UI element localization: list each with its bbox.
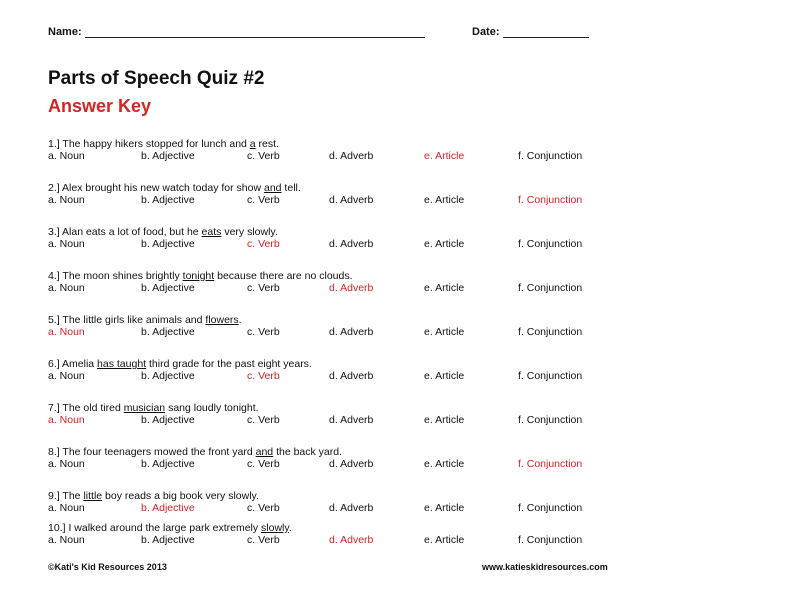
sentence-part: third grade for the past eight years. <box>146 358 312 370</box>
question-text <box>48 490 648 502</box>
answer-choice[interactable]: a. Noun <box>48 458 85 470</box>
question-number: 2.] <box>48 182 60 194</box>
sentence-part: very slowly. <box>221 226 278 238</box>
question-5 <box>48 314 648 338</box>
answer-choice[interactable]: b. Adjective <box>141 326 195 338</box>
question-text <box>48 522 648 534</box>
answer-choice[interactable]: d. Adverb <box>329 326 374 338</box>
underlined-word: slowly <box>261 522 289 534</box>
question-10 <box>48 522 648 546</box>
question-text <box>48 358 648 370</box>
sentence-part: The moon shines brightly <box>62 270 183 282</box>
answer-choice[interactable]: e. Article <box>424 458 465 470</box>
choice-row <box>48 502 648 514</box>
answer-choice[interactable]: e. Article <box>424 502 465 514</box>
name-line[interactable] <box>85 27 425 38</box>
answer-choice[interactable]: f. Conjunction <box>518 282 583 294</box>
answer-choice[interactable]: d. Adverb <box>329 414 374 426</box>
answer-choice[interactable]: d. Adverb <box>329 458 374 470</box>
answer-choice[interactable]: e. Article <box>424 238 465 250</box>
correct-answer-choice[interactable]: c. Verb <box>247 238 280 250</box>
underlined-word: eats <box>201 226 222 238</box>
question-text <box>48 314 648 326</box>
sentence-part: rest. <box>255 138 279 150</box>
answer-choice[interactable]: b. Adjective <box>141 414 195 426</box>
question-1 <box>48 138 648 162</box>
answer-choice[interactable]: c. Verb <box>247 458 280 470</box>
choice-row <box>48 370 648 382</box>
choice-row <box>48 414 648 426</box>
choice-row <box>48 238 648 250</box>
answer-choice[interactable]: a. Noun <box>48 238 85 250</box>
question-6 <box>48 358 648 382</box>
answer-choice[interactable]: f. Conjunction <box>518 370 583 382</box>
choice-row <box>48 282 648 294</box>
answer-choice[interactable]: b. Adjective <box>141 238 195 250</box>
question-3 <box>48 226 648 250</box>
question-text <box>48 138 648 150</box>
question-text <box>48 226 648 238</box>
correct-answer-choice[interactable]: a. Noun <box>48 414 85 426</box>
answer-choice[interactable]: f. Conjunction <box>518 150 583 162</box>
underlined-word: and <box>263 182 282 194</box>
choice-row <box>48 326 648 338</box>
sentence-part: The little girls like animals and <box>62 314 206 326</box>
sentence-part: Alan eats a lot of food, but he <box>62 226 202 238</box>
question-number: 6.] <box>48 358 60 370</box>
answer-choice[interactable]: a. Noun <box>48 194 85 206</box>
sentence-part: . <box>238 314 242 326</box>
answer-choice[interactable]: a. Noun <box>48 370 85 382</box>
answer-choice[interactable]: c. Verb <box>247 502 280 514</box>
underlined-word: tonight <box>182 270 215 282</box>
answer-choice[interactable]: e. Article <box>424 370 465 382</box>
answer-choice[interactable]: c. Verb <box>247 282 280 294</box>
sentence-part: The happy hikers stopped for lunch and <box>62 138 250 150</box>
answer-choice[interactable]: f. Conjunction <box>518 326 583 338</box>
answer-choice[interactable]: e. Article <box>424 194 465 206</box>
correct-answer-choice[interactable]: a. Noun <box>48 326 85 338</box>
choice-row <box>48 150 648 162</box>
question-7 <box>48 402 648 426</box>
answer-choice[interactable]: b. Adjective <box>141 370 195 382</box>
sentence-part: . <box>288 522 292 534</box>
question-number: 1.] <box>48 138 60 150</box>
question-number: 7.] <box>48 402 60 414</box>
answer-choice[interactable]: b. Adjective <box>141 282 195 294</box>
answer-choice[interactable]: b. Adjective <box>141 534 195 546</box>
answer-choice[interactable]: c. Verb <box>247 326 280 338</box>
sentence-part: I walked around the large park extremely <box>68 522 262 534</box>
correct-answer-choice[interactable]: f. Conjunction <box>518 458 583 470</box>
question-number: 4.] <box>48 270 60 282</box>
question-text <box>48 270 648 282</box>
answer-choice[interactable]: c. Verb <box>247 414 280 426</box>
answer-choice[interactable]: c. Verb <box>247 194 280 206</box>
answer-choice[interactable]: b. Adjective <box>141 194 195 206</box>
question-number: 5.] <box>48 314 60 326</box>
correct-answer-choice[interactable]: b. Adjective <box>141 502 195 514</box>
sentence-part: tell. <box>281 182 301 194</box>
question-8 <box>48 446 648 470</box>
answer-choice[interactable]: a. Noun <box>48 150 85 162</box>
underlined-word: has taught <box>97 358 147 370</box>
answer-choice[interactable]: d. Adverb <box>329 238 374 250</box>
underlined-word: a <box>249 138 256 150</box>
name-field <box>48 26 425 38</box>
sentence-part: the back yard. <box>273 446 343 458</box>
sentence-part: boy reads a big book very slowly. <box>102 490 259 502</box>
choice-row <box>48 458 648 470</box>
question-number: 9.] <box>48 490 60 502</box>
answer-choice[interactable]: d. Adverb <box>329 194 374 206</box>
answer-choice[interactable]: a. Noun <box>48 502 85 514</box>
correct-answer-choice[interactable]: f. Conjunction <box>518 194 583 206</box>
question-text <box>48 402 648 414</box>
question-number: 3.] <box>48 226 60 238</box>
sentence-part: sang loudly tonight. <box>165 402 259 414</box>
correct-answer-choice[interactable]: e. Article <box>424 150 465 162</box>
answer-choice[interactable]: c. Verb <box>247 534 280 546</box>
answer-choice[interactable]: a. Noun <box>48 534 85 546</box>
name-label: Name: <box>48 26 82 38</box>
date-label: Date: <box>472 26 500 38</box>
choice-row <box>48 534 648 546</box>
question-2 <box>48 182 648 206</box>
date-field <box>472 26 589 38</box>
answer-choice[interactable]: f. Conjunction <box>518 534 583 546</box>
answer-choice[interactable]: f. Conjunction <box>518 238 583 250</box>
sentence-part: Alex brought his new watch today for show <box>62 182 264 194</box>
question-number: 10.] <box>48 522 66 534</box>
sentence-part: because there are no clouds. <box>214 270 353 282</box>
correct-answer-choice[interactable]: d. Adverb <box>329 282 374 294</box>
answer-choice[interactable]: d. Adverb <box>329 370 374 382</box>
answer-choice[interactable]: e. Article <box>424 534 465 546</box>
sentence-part: Amelia <box>62 358 98 370</box>
question-text <box>48 446 648 458</box>
answer-choice[interactable]: d. Adverb <box>329 502 374 514</box>
correct-answer-choice[interactable]: d. Adverb <box>329 534 374 546</box>
copyright-footer: ©Kati's Kid Resources 2013 <box>48 562 167 572</box>
sentence-part: The <box>62 490 84 502</box>
page-title: Parts of Speech Quiz #2 <box>48 68 265 89</box>
date-line[interactable] <box>503 27 589 38</box>
question-4 <box>48 270 648 294</box>
correct-answer-choice[interactable]: c. Verb <box>247 370 280 382</box>
answer-choice[interactable]: a. Noun <box>48 282 85 294</box>
answer-choice[interactable]: f. Conjunction <box>518 414 583 426</box>
underlined-word: and <box>255 446 274 458</box>
answer-choice[interactable]: c. Verb <box>247 150 280 162</box>
sentence-part: The four teenagers mowed the front yard <box>62 446 256 458</box>
answer-choice[interactable]: e. Article <box>424 282 465 294</box>
answer-key-heading: Answer Key <box>48 96 152 116</box>
underlined-word: musician <box>123 402 166 414</box>
underlined-word: little <box>83 490 103 502</box>
sentence-part: The old tired <box>62 402 124 414</box>
question-9 <box>48 490 648 514</box>
underlined-word: flowers <box>205 314 239 326</box>
answer-choice[interactable]: f. Conjunction <box>518 502 583 514</box>
question-text <box>48 182 648 194</box>
answer-choice[interactable]: e. Article <box>424 414 465 426</box>
answer-choice[interactable]: d. Adverb <box>329 150 374 162</box>
answer-choice[interactable]: b. Adjective <box>141 458 195 470</box>
website-footer: www.katieskidresources.com <box>482 562 608 572</box>
answer-choice[interactable]: b. Adjective <box>141 150 195 162</box>
answer-choice[interactable]: e. Article <box>424 326 465 338</box>
question-number: 8.] <box>48 446 60 458</box>
choice-row <box>48 194 648 206</box>
